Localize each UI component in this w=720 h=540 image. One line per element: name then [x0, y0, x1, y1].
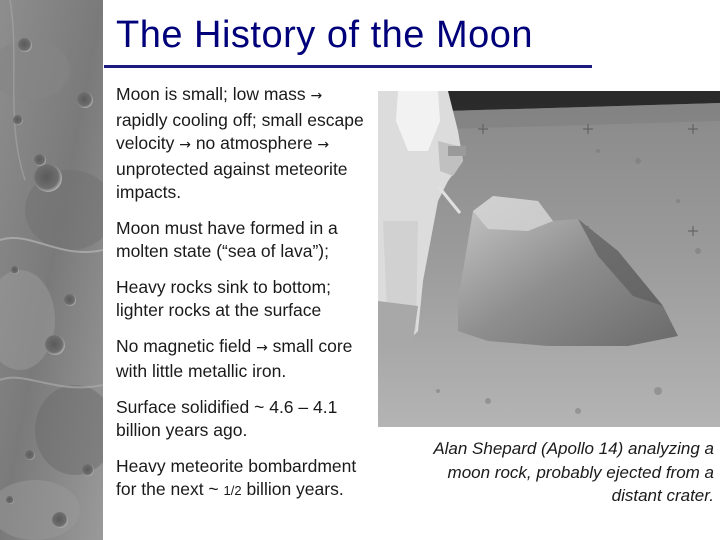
bullet-text: No magnetic field	[116, 335, 257, 356]
bullet-item	[116, 217, 378, 264]
bullet-item	[116, 335, 378, 384]
astronaut-moon-rock-photo	[378, 91, 720, 427]
bullet-text: unprotected against meteorite impacts.	[116, 158, 348, 202]
bullet-text: Surface solidified ~ 4.6 – 4.1 billion years ago.	[116, 396, 338, 440]
title-underline	[104, 65, 592, 68]
bullet-text: rapidly cooling off; small escape velocity	[116, 109, 364, 153]
bullet-text: billion years.	[241, 479, 344, 499]
fraction-text: 1/2	[223, 483, 242, 498]
bullet-item	[116, 83, 378, 205]
bullet-item	[116, 276, 378, 323]
moon-surface-image	[0, 0, 103, 540]
bullet-text: Moon is small; low mass	[116, 84, 311, 104]
photo-caption: Alan Shepard (Apollo 14) analyzing a moon rock, probably ejected from a distant crater.	[433, 439, 714, 505]
bullet-item	[116, 455, 378, 503]
bullet-list	[116, 83, 378, 503]
bullet-text: Heavy meteorite bombardment for the next ~	[116, 455, 357, 499]
bullet-item	[116, 396, 378, 443]
slide-title: The History of the Moon	[116, 14, 534, 56]
arrow-icon: →	[256, 339, 268, 356]
bullet-text: Moon must have formed in a molten state (“sea of lava”);	[116, 217, 338, 261]
bullet-text: small core with little metallic iron.	[116, 335, 353, 381]
bullet-text: Heavy rocks sink to bottom; lighter rocks at the surface	[116, 276, 331, 320]
arrow-icon: →	[317, 137, 330, 153]
arrow-icon: →	[310, 88, 323, 104]
arrow-icon: →	[179, 137, 191, 153]
bullet-text: no atmosphere	[190, 133, 318, 153]
